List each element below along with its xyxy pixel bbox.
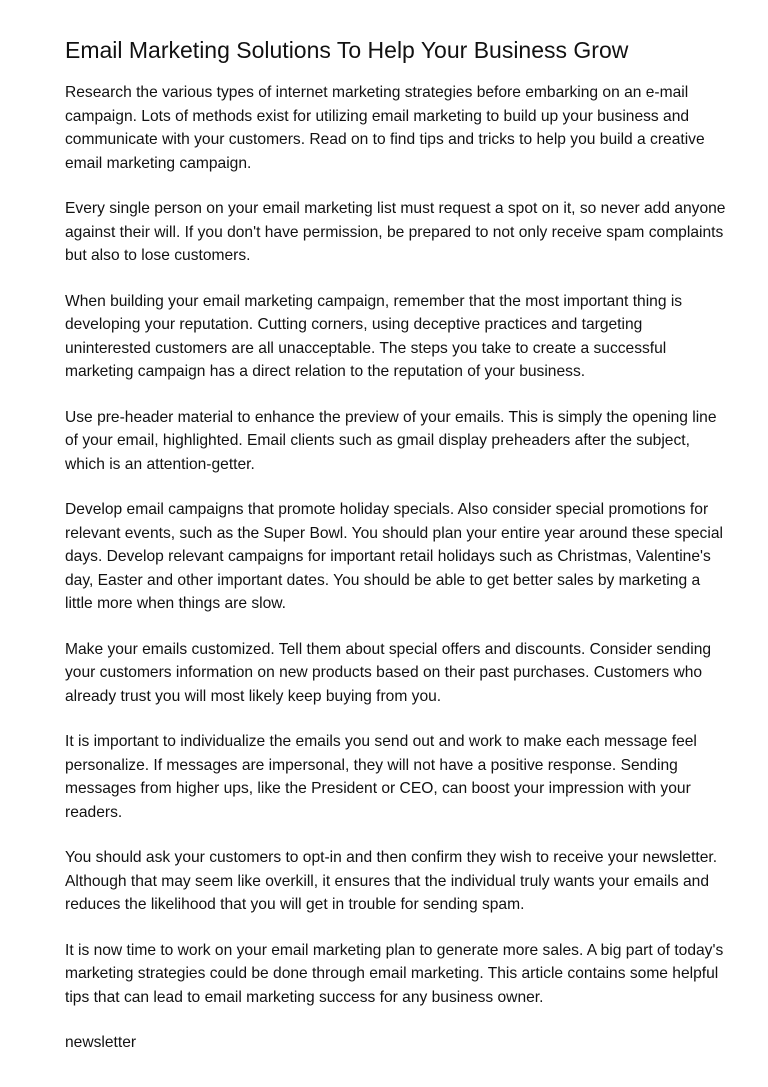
paragraph-holiday-specials: Develop email campaigns that promote holiday specials. Also consider special promotions for relevant events, such as the Super Bowl. You should plan your entire year around these special days. Develop relevant campaigns for important retail holidays such as Christmas, Valentine's day, Easter and other important dates. You should be able to get better sales by marketing a little more when things are slow. xyxy=(65,501,723,612)
paragraph-opt-in: You should ask your customers to opt-in and then confirm they wish to receive your newsletter. Although that may seem like overkill, it ensures that the individual truly wants your emails and reduces the likelihood that you will get in trouble for sending spam. xyxy=(65,849,718,913)
paragraph-personalize: It is important to individualize the emails you send out and work to make each message feel personalize. If messages are impersonal, they will not have a positive response. Sending messages from higher ups, like the President or CEO, can boost your impression with your readers. xyxy=(65,733,697,821)
document-body xyxy=(65,81,728,1055)
paragraph-permission: Every single person on your email marketing list must request a spot on it, so never add anyone against their will. If you don't have permission, be prepared to not only receive spam complaints but also to lose customers. xyxy=(65,200,726,264)
paragraph-trailing-keyword: newsletter xyxy=(65,1034,137,1051)
paragraph-marketing-plan: It is now time to work on your email marketing plan to generate more sales. A big part of today's marketing strategies could be done through email marketing. This article contains some helpful tips that can lead to email marketing success for any business owner. xyxy=(65,941,724,1006)
paragraph-reputation: When building your email marketing campaign, remember that the most important thing is developing your reputation. Cutting corners, using deceptive practices and targeting uninterested customers are all unacceptable. The steps you take to create a successful marketing campaign has a direct relation to the reputation of your business. xyxy=(65,292,683,380)
paragraph-preheader: Use pre-header material to enhance the preview of your emails. This is simply the opening line of your email, highlighted. Email clients such as gmail display preheaders after the subject, which is an attention-getter. xyxy=(65,408,717,473)
paragraph-research-strategies: Research the various types of internet marketing strategies before embarking on an e-mail campaign. Lots of methods exist for utilizing email marketing to build up your business and communicate with your customers. Read on to find tips and tricks to help you build a creative email marketing campaign. xyxy=(65,84,705,172)
paragraph-customized-emails: Make your emails customized. Tell them about special offers and discounts. Consider sending your customers information on new products based on their past purchases. Customers who already trust you will most likely keep buying from you. xyxy=(65,640,712,705)
document-title: Email Marketing Solutions To Help Your Business Grow xyxy=(65,37,629,63)
